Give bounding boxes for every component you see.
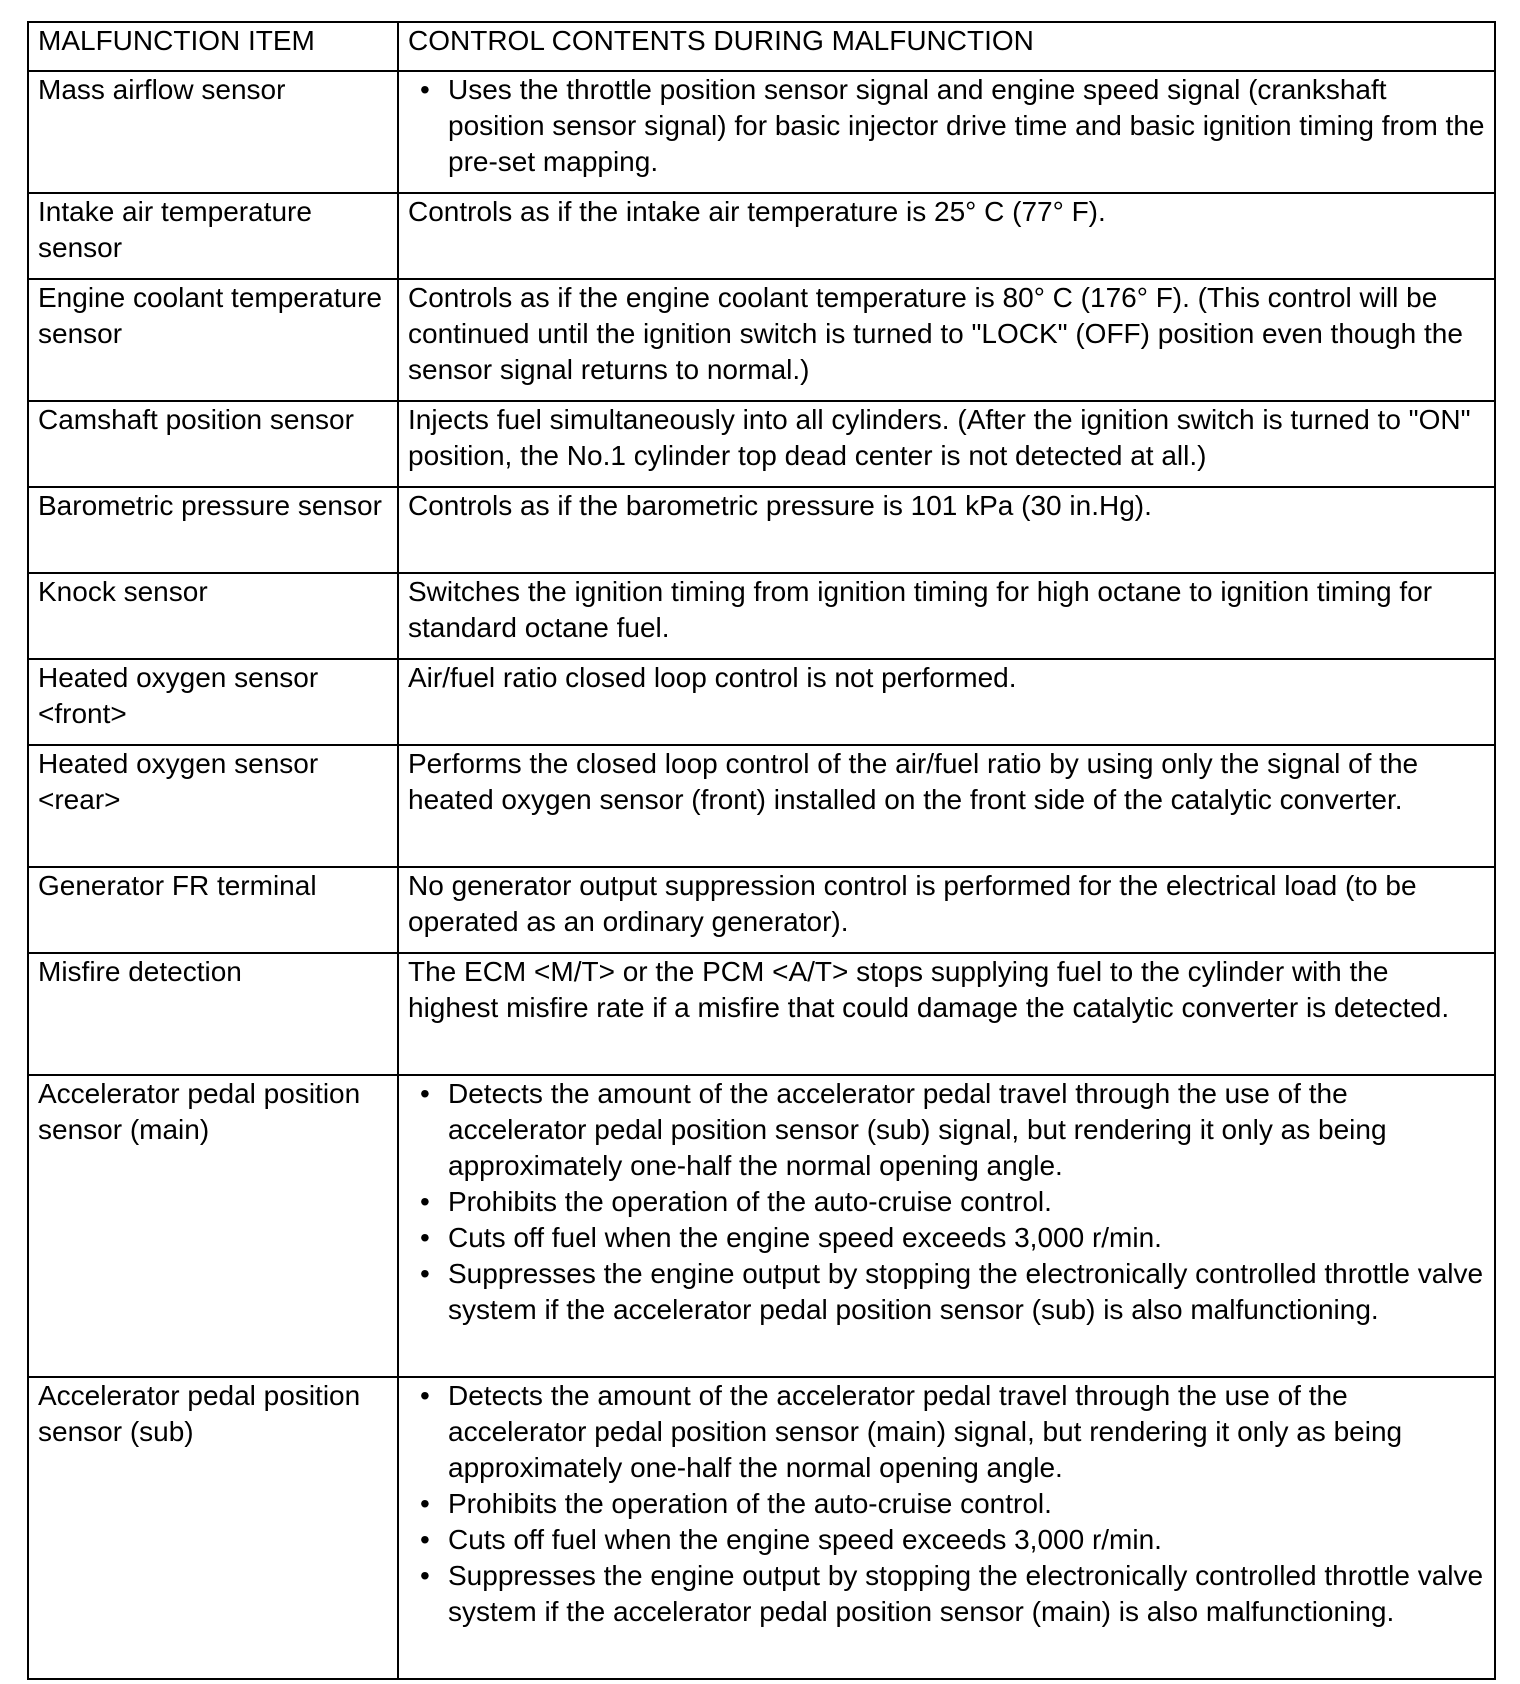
malfunction-item-cell: Intake air temperature sensor <box>28 193 398 279</box>
bullet-item: • Prohibits the operation of the auto-cruise control. <box>408 1486 1485 1522</box>
malfunction-item-cell: Knock sensor <box>28 573 398 659</box>
bullet-item: • Uses the throttle position sensor signal and engine speed signal (crankshaft position sensor signal) for basic injector drive time and basic ignition timing from the pre-set mapping. <box>408 72 1485 180</box>
bullet-item: • Detects the amount of the accelerator pedal travel through the use of the accelerator pedal position sensor (sub) signal, but rendering it only as being approximately one-half the normal opening angle. <box>408 1076 1485 1184</box>
table-row <box>28 71 1495 193</box>
control-contents-cell: Performs the closed loop control of the air/fuel ratio by using only the signal of the heated oxygen sensor (front) installed on the front side of the catalytic converter. <box>398 745 1495 867</box>
malfunction-item-cell: Generator FR terminal <box>28 867 398 953</box>
control-contents-cell: Controls as if the intake air temperature is 25° C (77° F). <box>398 193 1495 279</box>
table-row <box>28 953 1495 1075</box>
table-row <box>28 659 1495 745</box>
control-contents-cell: Controls as if the engine coolant temperature is 80° C (176° F). (This control will be continued until the ignition switch is turned to "LOCK" (OFF) position even though the sensor signal returns to normal.) <box>398 279 1495 401</box>
malfunction-item-cell: Mass airflow sensor <box>28 71 398 193</box>
malfunction-item-cell: Heated oxygen sensor <rear> <box>28 745 398 867</box>
control-contents-cell: Injects fuel simultaneously into all cylinders. (After the ignition switch is turned to "ON" position, the No.1 cylinder top dead center is not detected at all.) <box>398 401 1495 487</box>
bullet-item: • Detects the amount of the accelerator pedal travel through the use of the accelerator pedal position sensor (main) signal, but rendering it only as being approximately one-half the normal opening angle. <box>408 1378 1485 1486</box>
malfunction-item-cell: Heated oxygen sensor <front> <box>28 659 398 745</box>
bullet-item: • Prohibits the operation of the auto-cruise control. <box>408 1184 1485 1220</box>
table-row <box>28 1075 1495 1377</box>
malfunction-item-cell: Camshaft position sensor <box>28 401 398 487</box>
control-contents-cell: Air/fuel ratio closed loop control is not performed. <box>398 659 1495 745</box>
malfunction-item-cell: Accelerator pedal position sensor (main) <box>28 1075 398 1377</box>
malfunction-control-table <box>27 21 1496 1680</box>
header-malfunction-item: MALFUNCTION ITEM <box>28 22 398 71</box>
table-row <box>28 573 1495 659</box>
table-row <box>28 867 1495 953</box>
control-bullet-list <box>408 1378 1485 1630</box>
control-contents-cell <box>398 71 1495 193</box>
control-contents-cell: Controls as if the barometric pressure is 101 kPa (30 in.Hg). <box>398 487 1495 573</box>
table-row <box>28 745 1495 867</box>
malfunction-item-cell: Barometric pressure sensor <box>28 487 398 573</box>
malfunction-item-cell: Accelerator pedal position sensor (sub) <box>28 1377 398 1679</box>
control-contents-cell: The ECM <M/T> or the PCM <A/T> stops supplying fuel to the cylinder with the highest misfire rate if a misfire that could damage the catalytic converter is detected. <box>398 953 1495 1075</box>
table-row <box>28 193 1495 279</box>
table-row <box>28 1377 1495 1679</box>
control-bullet-list <box>408 72 1485 180</box>
header-control-contents: CONTROL CONTENTS DURING MALFUNCTION <box>398 22 1495 71</box>
bullet-item: • Cuts off fuel when the engine speed exceeds 3,000 r/min. <box>408 1220 1485 1256</box>
control-contents-cell <box>398 1075 1495 1377</box>
table-row <box>28 401 1495 487</box>
control-contents-cell <box>398 1377 1495 1679</box>
bullet-item: • Cuts off fuel when the engine speed exceeds 3,000 r/min. <box>408 1522 1485 1558</box>
table-row <box>28 487 1495 573</box>
table-row <box>28 279 1495 401</box>
malfunction-item-cell: Misfire detection <box>28 953 398 1075</box>
control-contents-cell: No generator output suppression control is performed for the electrical load (to be operated as an ordinary generator). <box>398 867 1495 953</box>
bullet-item: • Suppresses the engine output by stopping the electronically controlled throttle valve system if the accelerator pedal position sensor (sub) is also malfunctioning. <box>408 1256 1485 1328</box>
table-header-row <box>28 22 1495 71</box>
malfunction-item-cell: Engine coolant temperature sensor <box>28 279 398 401</box>
control-bullet-list <box>408 1076 1485 1328</box>
control-contents-cell: Switches the ignition timing from ignition timing for high octane to ignition timing for standard octane fuel. <box>398 573 1495 659</box>
bullet-item: • Suppresses the engine output by stopping the electronically controlled throttle valve system if the accelerator pedal position sensor (main) is also malfunctioning. <box>408 1558 1485 1630</box>
